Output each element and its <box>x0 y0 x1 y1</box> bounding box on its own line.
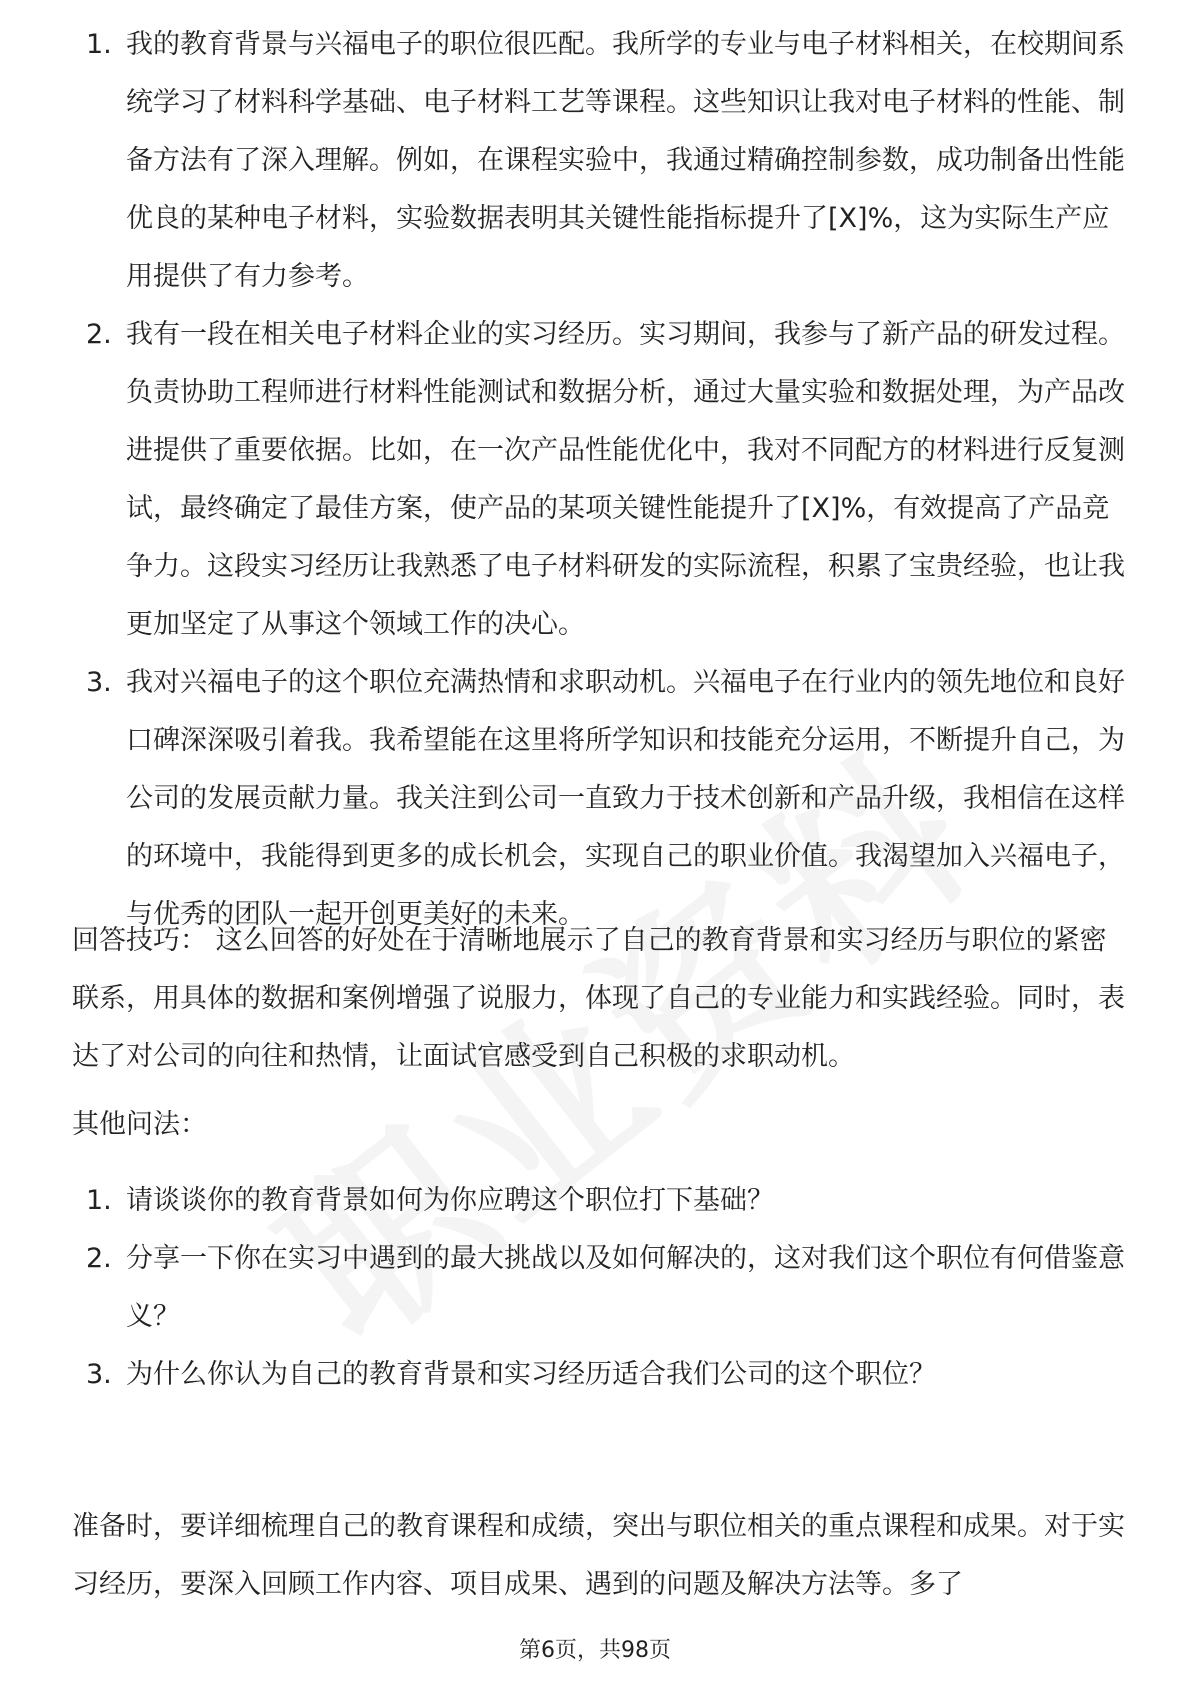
list-text: 我有一段在相关电子材料企业的实习经历。实习期间，我参与了新产品的研发过程。负责协助工程师进行材料性能测试和数据分析，通过大量实验和数据处理，为产品改进提供了重要依据。比如，在一次产品性能优化中，我对不同配方的材料进行反复测试，最终确定了最佳方案，使产品的某项关键性能提升了[X]%，有效提高了产品竞争力。这段实习经历让我熟悉了电子材料研发的实际流程，积累了宝贵经验，也让我更加坚定了从事这个领域工作的决心。 <box>126 319 1125 640</box>
list-text: 我的教育背景与兴福电子的职位很匹配。我所学的专业与电子材料相关，在校期间系统学习了材料科学基础、电子材料工艺等课程。这些知识让我对电子材料的性能、制备方法有了深入理解。例如，在课程实验中，我通过精确控制参数，成功制备出性能优良的某种电子材料，实验数据表明其关键性能指标提升了[X]%，这为实际生产应用提供了有力参考。 <box>126 29 1125 292</box>
list-text: 分享一下你在实习中遇到的最大挑战以及如何解决的，这对我们这个职位有何借鉴意义？ <box>126 1243 1125 1332</box>
page-number: 第6页，共98页 <box>519 1638 671 1663</box>
list-number: 1. <box>86 29 112 60</box>
list-item <box>0 306 1190 654</box>
other-questions-list <box>0 1172 1190 1404</box>
list-number: 3. <box>86 667 112 698</box>
list-text: 请谈谈你的教育背景如何为你应聘这个职位打下基础？ <box>126 1185 774 1216</box>
answer-list <box>0 16 1190 944</box>
list-item <box>0 654 1190 944</box>
list-text: 为什么你认为自己的教育背景和实习经历适合我们公司的这个职位？ <box>126 1359 936 1390</box>
list-item <box>0 1172 1190 1230</box>
list-number: 1. <box>86 1185 112 1216</box>
preparation-advice: 准备时，要详细梳理自己的教育课程和成绩，突出与职位相关的重点课程和成果。对于实习经历，要深入回顾工作内容、项目成果、遇到的问题及解决方法等。多了 <box>72 1511 1125 1600</box>
list-item <box>0 1230 1190 1346</box>
list-number: 2. <box>86 1243 112 1274</box>
list-item <box>0 16 1190 306</box>
list-item <box>0 1346 1190 1404</box>
answer-tips: 回答技巧： 这么回答的好处在于清晰地展示了自己的教育背景和实习经历与职位的紧密联系，用具体的数据和案例增强了说服力，体现了自己的专业能力和实践经验。同时，表达了对公司的向往和热情，让面试官感受到自己积极的求职动机。 <box>72 925 1125 1072</box>
other-questions-heading: 其他问法： <box>72 1109 207 1140</box>
list-text: 我对兴福电子的这个职位充满热情和求职动机。兴福电子在行业内的领先地位和良好口碑深深吸引着我。我希望能在这里将所学知识和技能充分运用，不断提升自己，为公司的发展贡献力量。我关注到公司一直致力于技术创新和产品升级，我相信在这样的环境中，我能得到更多的成长机会，实现自己的职业价值。我渴望加入兴福电子，与优秀的团队一起开创更美好的未来。 <box>126 667 1125 930</box>
list-number: 2. <box>86 319 112 350</box>
list-number: 3. <box>86 1359 112 1390</box>
